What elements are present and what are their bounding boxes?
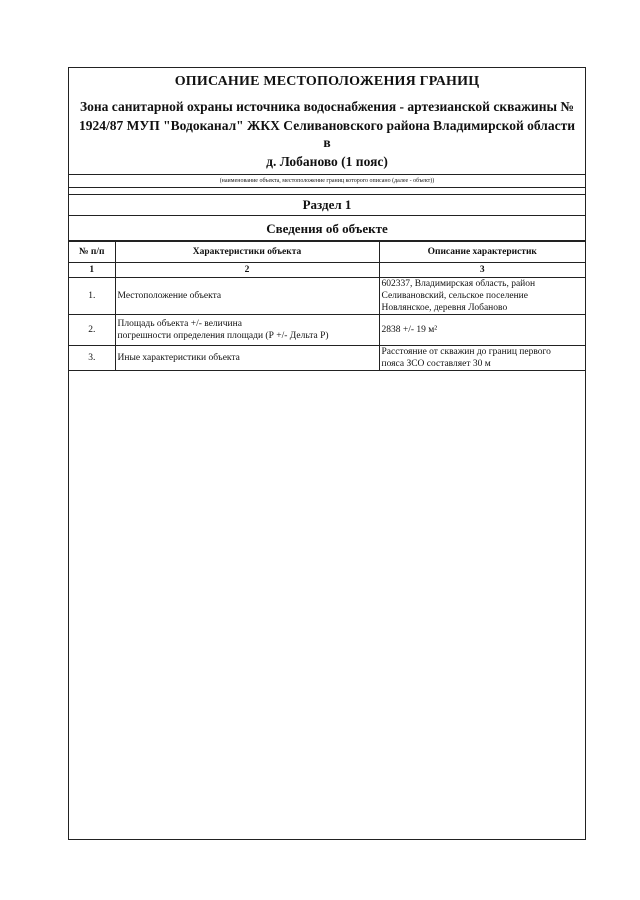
- description-line: пояса ЗСО составляет 30 м: [381, 359, 491, 369]
- description-line: Расстояние от скважин до границ первого: [381, 347, 551, 357]
- row-description: [379, 315, 585, 346]
- row-number: 2.: [69, 315, 115, 346]
- column-number-row: [69, 263, 585, 278]
- row-characteristic: [115, 278, 379, 315]
- description-line: 2838 +/- 19 м²: [381, 325, 438, 335]
- section-subtitle: Сведения об объекте: [69, 216, 585, 241]
- object-name-line-2: 1924/87 МУП "Водоканал" ЖКХ Селивановского района Владимирской области в: [79, 118, 575, 150]
- characteristic-line: Иные характеристики объекта: [117, 353, 240, 363]
- object-name-line-1: Зона санитарной охраны источника водоснабжения - артезианской скважины №: [80, 99, 574, 114]
- header-characteristic: Характеристики объекта: [115, 242, 379, 263]
- description-line: Селивановский, сельское поселение: [381, 291, 528, 301]
- column-number-1: 1: [69, 263, 115, 278]
- section-title: Раздел 1: [69, 195, 585, 216]
- column-number-3: 3: [379, 263, 585, 278]
- description-line: 602337, Владимирская область, район: [381, 279, 536, 289]
- title-block: [69, 68, 585, 175]
- spacer-row: [69, 188, 585, 195]
- characteristic-line: Площадь объекта +/- величина: [117, 319, 242, 329]
- table-header-row: [69, 242, 585, 263]
- object-info-table: [69, 241, 585, 371]
- description-line: Новлянское, деревня Лобаново: [381, 303, 508, 313]
- row-characteristic: [115, 346, 379, 371]
- document-sheet: [68, 67, 586, 840]
- column-number-2: 2: [115, 263, 379, 278]
- row-description: [379, 278, 585, 315]
- header-number: № п/п: [69, 242, 115, 263]
- table-row: [69, 315, 585, 346]
- table-row: [69, 278, 585, 315]
- row-number: 3.: [69, 346, 115, 371]
- object-name-caption: (наименование объекта, местоположение границ которого описано (далее - объект)): [69, 175, 585, 188]
- document-title: ОПИСАНИЕ МЕСТОПОЛОЖЕНИЯ ГРАНИЦ: [174, 74, 480, 89]
- object-name-line-3: д. Лобаново (1 пояс): [266, 154, 388, 169]
- header-description: Описание характеристик: [379, 242, 585, 263]
- row-number: 1.: [69, 278, 115, 315]
- characteristic-line: Местоположение объекта: [117, 291, 222, 301]
- characteristic-line: погрешности определения площади (Р +/- Дельта Р): [117, 331, 329, 341]
- row-description: [379, 346, 585, 371]
- table-row: [69, 346, 585, 371]
- row-characteristic: [115, 315, 379, 346]
